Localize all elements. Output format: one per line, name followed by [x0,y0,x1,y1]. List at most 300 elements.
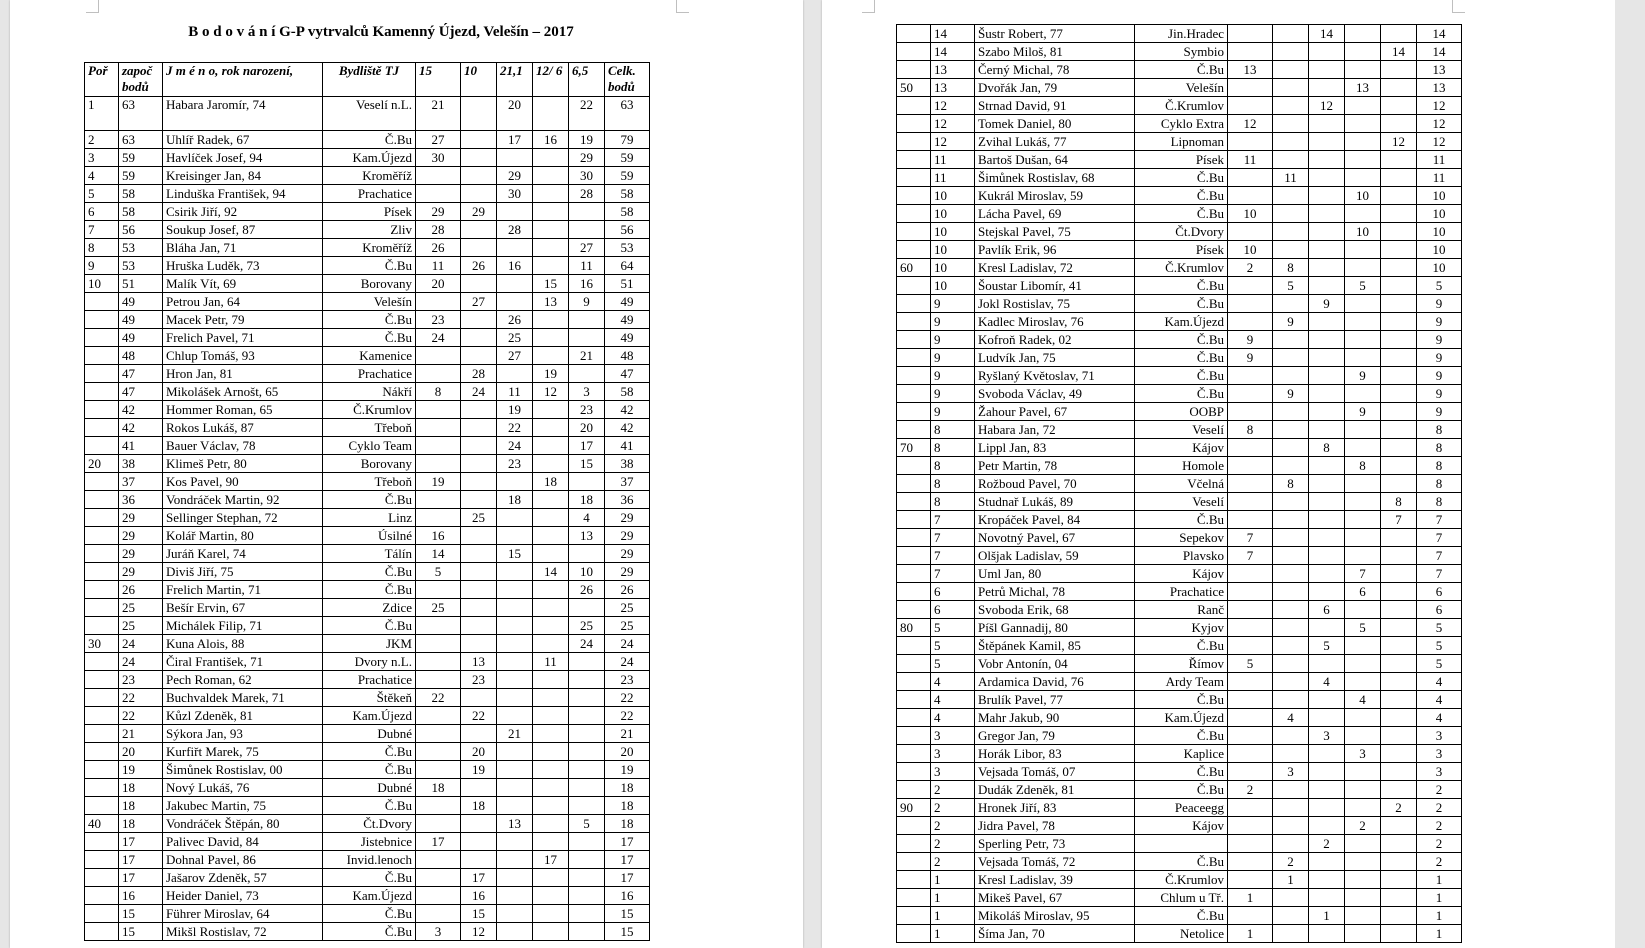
cell-race-12-6 [533,97,569,131]
cell-name: Ryšlaný Květoslav, 71 [975,367,1135,385]
cell-race-10 [461,401,497,419]
cell-race-10 [1273,511,1309,529]
cell-race-12-6 [1345,763,1381,781]
cell-order [85,905,119,923]
cell-total: 18 [605,779,650,797]
cell-race-6-5: 22 [569,97,605,131]
cell-club: Prachatice [323,365,416,383]
cell-club: Borovany [323,275,416,293]
cell-total: 56 [605,221,650,239]
cell-total: 9 [1417,367,1462,385]
cell-race-15 [1228,133,1273,151]
cell-race-21 [1309,583,1345,601]
cell-order [897,637,931,655]
cell-race-15 [1228,763,1273,781]
table-row [897,187,1462,205]
cell-race-10 [1273,925,1309,943]
cell-club: Písek [323,203,416,221]
cell-race-10 [1273,547,1309,565]
cell-race-10 [1273,457,1309,475]
table-row [897,259,1462,277]
cell-race-21: 19 [497,401,533,419]
cell-order [85,887,119,905]
cell-race-6-5: 4 [569,509,605,527]
cell-race-21: 18 [497,491,533,509]
cell-total: 17 [605,869,650,887]
cell-race-6-5 [569,761,605,779]
cell-race-10 [1273,133,1309,151]
cell-race-6-5 [569,599,605,617]
cell-race-15: 1 [1228,889,1273,907]
cell-race-12-6 [533,905,569,923]
cell-race-6-5 [569,707,605,725]
table-row [897,619,1462,637]
cell-race-15: 7 [1228,529,1273,547]
table-row [85,581,650,599]
cell-name: Kolář Martin, 80 [163,527,323,545]
cell-counted-points: 1 [931,871,975,889]
cell-race-21 [1309,493,1345,511]
cell-race-12-6 [1345,529,1381,547]
cell-race-6-5 [1381,403,1417,421]
table-row [897,835,1462,853]
cell-total: 49 [605,293,650,311]
cell-race-15 [1228,43,1273,61]
table-row [85,887,650,905]
cell-race-21 [497,293,533,311]
cell-race-15: 14 [416,545,461,563]
cell-race-15 [416,743,461,761]
cell-race-21: 13 [497,815,533,833]
cell-counted-points: 24 [119,635,163,653]
table-row [85,689,650,707]
cell-club: Č.Bu [1135,637,1228,655]
cell-total: 58 [605,383,650,401]
document-page-2 [822,0,1615,948]
cell-race-10 [1273,115,1309,133]
cell-name: Szabo Miloš, 81 [975,43,1135,61]
cell-name: Zvihal Lukáš, 77 [975,133,1135,151]
cell-name: Frelich Pavel, 71 [163,329,323,347]
cell-counted-points: 12 [931,133,975,151]
cell-name: Brulík Pavel, 77 [975,691,1135,709]
cell-club: Cyklo Team [323,437,416,455]
cell-race-12-6 [533,491,569,509]
cell-race-12-6 [1345,853,1381,871]
cell-race-6-5: 15 [569,455,605,473]
cell-order [85,779,119,797]
cell-race-10 [1273,619,1309,637]
cell-club: Č.Bu [323,797,416,815]
cell-club: Č.Krumlov [1135,259,1228,277]
cell-order [897,655,931,673]
cell-race-15: 28 [416,221,461,239]
col-header-race-12-6: 12/ 6 [533,63,569,97]
cell-total: 9 [1417,331,1462,349]
cell-race-12-6: 18 [533,473,569,491]
cell-race-6-5 [1381,169,1417,187]
cell-race-10 [1273,745,1309,763]
table-row [897,691,1462,709]
cell-race-15 [1228,313,1273,331]
cell-name: Šustr Robert, 77 [975,25,1135,43]
cell-name: Chlup Tomáš, 93 [163,347,323,365]
cell-race-6-5: 11 [569,257,605,275]
cell-race-10: 18 [461,797,497,815]
cell-race-15 [1228,619,1273,637]
cell-race-15 [1228,385,1273,403]
cell-race-15 [1228,871,1273,889]
table-row [85,293,650,311]
cell-race-6-5 [569,545,605,563]
cell-order [85,437,119,455]
cell-club: Prachatice [1135,583,1228,601]
cell-name: Palivec David, 84 [163,833,323,851]
cell-club: Kam.Újezd [323,707,416,725]
table-row [85,437,650,455]
cell-race-21 [497,203,533,221]
cell-total: 10 [1417,205,1462,223]
cell-club: Kam.Újezd [1135,709,1228,727]
cell-order [897,241,931,259]
cell-club: Čt.Dvory [1135,223,1228,241]
cell-counted-points: 59 [119,167,163,185]
cell-race-10 [461,833,497,851]
cell-race-6-5: 19 [569,131,605,149]
cell-race-12-6 [533,743,569,761]
cell-race-21 [497,887,533,905]
cell-name: Kresl Ladislav, 72 [975,259,1135,277]
cell-race-10: 2 [1273,853,1309,871]
cell-race-21 [1309,745,1345,763]
cell-race-6-5 [1381,241,1417,259]
cell-order [85,797,119,815]
table-row [85,599,650,617]
cell-race-12-6 [1345,421,1381,439]
cell-order: 6 [85,203,119,221]
cell-club: Lipnoman [1135,133,1228,151]
cell-order [897,421,931,439]
cell-total: 5 [1417,637,1462,655]
cell-race-21: 12 [1309,97,1345,115]
cell-race-10: 29 [461,203,497,221]
cell-race-12-6 [533,329,569,347]
cell-race-6-5 [569,833,605,851]
cell-order [897,673,931,691]
cell-race-6-5 [569,887,605,905]
cell-total: 59 [605,149,650,167]
cell-name: Linduška František, 94 [163,185,323,203]
cell-club: Nákří [323,383,416,401]
cell-race-6-5: 23 [569,401,605,419]
cell-race-21: 9 [1309,295,1345,313]
results-table-page-1 [84,62,650,941]
table-row [85,725,650,743]
cell-race-6-5 [1381,889,1417,907]
cell-race-21 [497,149,533,167]
cell-total: 29 [605,509,650,527]
table-row [897,133,1462,151]
cell-counted-points: 8 [931,439,975,457]
table-row [85,797,650,815]
cell-race-21 [1309,205,1345,223]
cell-race-15: 1 [1228,925,1273,943]
cell-counted-points: 9 [931,367,975,385]
cell-race-10 [1273,43,1309,61]
col-header-race-6-5: 6,5 [569,63,605,97]
cell-club: Prachatice [323,671,416,689]
cell-race-12-6 [1345,727,1381,745]
cell-race-12-6 [1345,889,1381,907]
cell-race-21: 11 [497,383,533,401]
cell-club: Tálín [323,545,416,563]
cell-total: 11 [1417,169,1462,187]
cell-race-10 [1273,295,1309,313]
cell-race-12-6 [533,527,569,545]
cell-race-12-6 [1345,475,1381,493]
cell-race-6-5: 24 [569,635,605,653]
cell-order [897,547,931,565]
cell-total: 3 [1417,763,1462,781]
cell-race-21: 29 [497,167,533,185]
cell-race-10: 26 [461,257,497,275]
cell-race-10 [1273,403,1309,421]
cell-race-12-6 [533,617,569,635]
cell-race-15 [1228,493,1273,511]
cell-club: JKM [323,635,416,653]
cell-total: 2 [1417,781,1462,799]
cell-counted-points: 25 [119,617,163,635]
cell-race-6-5 [569,653,605,671]
cell-total: 79 [605,131,650,149]
table-row [85,203,650,221]
cell-name: Kukrál Miroslav, 59 [975,187,1135,205]
cell-name: Buchvaldek Marek, 71 [163,689,323,707]
cell-race-15 [416,761,461,779]
cell-race-12-6 [533,185,569,203]
cell-race-15 [416,419,461,437]
cell-race-21 [1309,313,1345,331]
cell-order [897,745,931,763]
cell-race-10: 24 [461,383,497,401]
cell-name: Černý Michal, 78 [975,61,1135,79]
cell-race-10 [461,329,497,347]
cell-total: 2 [1417,817,1462,835]
cell-race-12-6 [533,257,569,275]
cell-race-6-5 [1381,529,1417,547]
cell-race-12-6 [1345,331,1381,349]
cell-counted-points: 18 [119,779,163,797]
cell-total: 3 [1417,745,1462,763]
cell-name: Jidra Pavel, 78 [975,817,1135,835]
cell-counted-points: 8 [931,421,975,439]
cell-order [85,527,119,545]
cell-counted-points: 9 [931,331,975,349]
table-row [897,205,1462,223]
cell-name: Jakubec Martin, 75 [163,797,323,815]
cell-race-6-5 [569,365,605,383]
cell-name: Sperling Petr, 73 [975,835,1135,853]
cell-order [897,133,931,151]
cell-name: Sýkora Jan, 93 [163,725,323,743]
cell-counted-points: 63 [119,97,163,131]
cell-total: 8 [1417,493,1462,511]
cell-race-21 [1309,79,1345,97]
cell-race-12-6: 5 [1345,277,1381,295]
cell-club: Dubné [323,779,416,797]
cell-race-10 [461,419,497,437]
cell-counted-points: 15 [119,923,163,941]
cell-name: Šíma Jan, 70 [975,925,1135,943]
cell-race-10 [1273,439,1309,457]
cell-counted-points: 12 [931,97,975,115]
cell-race-21 [497,869,533,887]
cell-race-10: 8 [1273,475,1309,493]
table-row [897,241,1462,259]
cell-club: Písek [1135,241,1228,259]
cell-club: Kájov [1135,439,1228,457]
cell-name: Strnad David, 91 [975,97,1135,115]
cell-total: 15 [605,905,650,923]
cell-name: Nový Lukáš, 76 [163,779,323,797]
cell-race-15 [416,851,461,869]
cell-order [897,835,931,853]
cell-race-6-5: 27 [569,239,605,257]
cell-race-6-5: 18 [569,491,605,509]
cell-race-15: 11 [416,257,461,275]
cell-race-21: 27 [497,347,533,365]
cell-club: Č.Bu [1135,385,1228,403]
cell-race-10: 19 [461,761,497,779]
cell-total: 1 [1417,871,1462,889]
cell-race-21 [497,365,533,383]
cell-total: 17 [605,851,650,869]
cell-race-10: 13 [461,653,497,671]
cell-race-12-6 [1345,511,1381,529]
cell-race-6-5 [1381,763,1417,781]
cell-counted-points: 3 [931,727,975,745]
cell-race-12-6 [1345,601,1381,619]
cell-race-15 [416,815,461,833]
cell-total: 2 [1417,835,1462,853]
cell-race-21 [497,923,533,941]
cell-counted-points: 37 [119,473,163,491]
cell-counted-points: 9 [931,295,975,313]
cell-total: 59 [605,167,650,185]
cell-order: 8 [85,239,119,257]
cell-race-6-5 [1381,853,1417,871]
cell-order [85,365,119,383]
cell-race-10 [1273,583,1309,601]
cell-name: Kreisinger Jan, 84 [163,167,323,185]
cell-race-21 [1309,475,1345,493]
cell-total: 21 [605,725,650,743]
cell-total: 13 [1417,79,1462,97]
cell-club: Č.Bu [323,329,416,347]
cell-race-6-5 [1381,295,1417,313]
cell-race-15: 20 [416,275,461,293]
cell-race-6-5 [569,221,605,239]
cell-race-12-6 [1345,439,1381,457]
cell-race-21 [1309,241,1345,259]
cell-race-21 [497,617,533,635]
cell-race-21 [497,599,533,617]
cell-total: 38 [605,455,650,473]
cell-race-15 [1228,709,1273,727]
cell-club: Prachatice [323,185,416,203]
cell-race-15 [1228,457,1273,475]
cell-counted-points: 58 [119,203,163,221]
cell-total: 16 [605,887,650,905]
cell-race-6-5 [569,203,605,221]
cell-order [85,545,119,563]
cell-race-21 [1309,385,1345,403]
cell-race-6-5 [1381,835,1417,853]
cell-counted-points: 56 [119,221,163,239]
table-row [897,385,1462,403]
cell-race-21 [1309,709,1345,727]
table-row [897,79,1462,97]
cell-club: Chlum u Tř. [1135,889,1228,907]
cell-race-6-5 [1381,151,1417,169]
cell-counted-points: 10 [931,187,975,205]
cell-order [897,853,931,871]
cell-club: Kájov [1135,565,1228,583]
table-row [85,509,650,527]
cell-race-10 [1273,493,1309,511]
cell-race-10: 27 [461,293,497,311]
cell-club: Zdice [323,599,416,617]
cell-order [897,115,931,133]
cell-club: Homole [1135,457,1228,475]
table-row [85,347,650,365]
table-row [85,815,650,833]
cell-counted-points: 10 [931,241,975,259]
cell-club: Jin.Hradec [1135,25,1228,43]
cell-race-21: 4 [1309,673,1345,691]
cell-race-12-6 [1345,907,1381,925]
cell-race-12-6 [1345,835,1381,853]
cell-race-12-6 [1345,115,1381,133]
cell-total: 2 [1417,853,1462,871]
cell-race-15 [1228,475,1273,493]
cell-race-6-5 [569,329,605,347]
table-row [85,257,650,275]
cell-race-21 [1309,403,1345,421]
table-row [897,583,1462,601]
cell-club: Č.Bu [1135,853,1228,871]
cell-race-12-6 [1345,25,1381,43]
cell-name: Kadlec Miroslav, 76 [975,313,1135,331]
cell-total: 58 [605,185,650,203]
cell-order [897,97,931,115]
cell-name: Kuna Alois, 88 [163,635,323,653]
cell-race-15 [1228,25,1273,43]
cell-club: Čt.Dvory [323,815,416,833]
cell-race-21 [1309,133,1345,151]
cell-race-21 [497,905,533,923]
cell-club: Č.Krumlov [1135,871,1228,889]
cell-total: 29 [605,545,650,563]
cell-club: Netolice [1135,925,1228,943]
cell-name: Sellinger Stephan, 72 [163,509,323,527]
cell-race-10 [461,149,497,167]
cell-name: Habara Jan, 72 [975,421,1135,439]
table-row [85,185,650,203]
cell-race-10 [1273,817,1309,835]
cell-club: Č.Bu [323,905,416,923]
table-row [897,493,1462,511]
